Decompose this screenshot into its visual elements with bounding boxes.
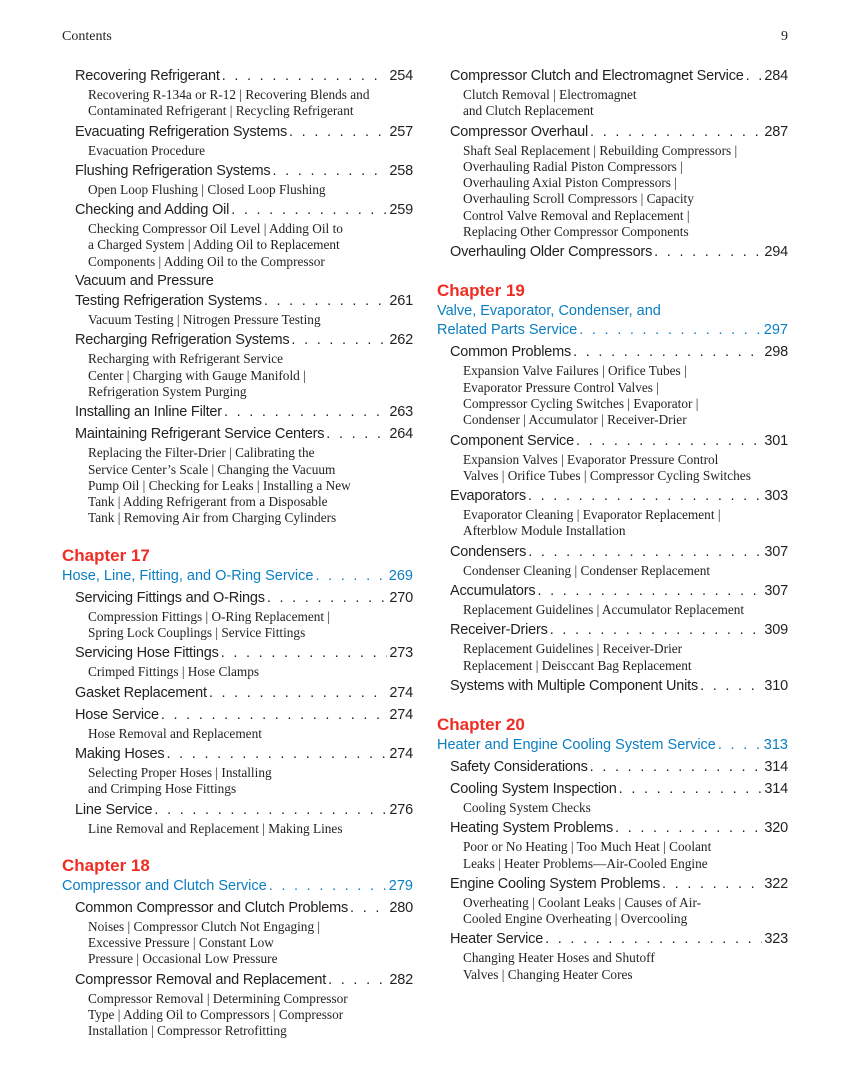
toc-page-number: 303 bbox=[764, 488, 788, 505]
leader-dots bbox=[619, 779, 763, 799]
toc-subtopics bbox=[437, 563, 788, 579]
toc-entry bbox=[437, 486, 788, 540]
toc-subtopic-line: Control Valve Removal and Replacement | bbox=[463, 207, 690, 223]
toc-entry-line bbox=[437, 581, 788, 601]
leader-dots bbox=[662, 874, 762, 894]
toc-subtopics bbox=[437, 950, 788, 983]
toc-entry-line bbox=[62, 800, 413, 820]
chapter-page-number: 269 bbox=[388, 567, 413, 584]
toc-page-number: 282 bbox=[389, 971, 413, 988]
toc-subtopics bbox=[437, 507, 788, 540]
leader-dots bbox=[166, 744, 387, 764]
toc-page-number: 323 bbox=[764, 931, 788, 948]
toc-subtopic-line: Noises | Compressor Clutch Not Engaging | bbox=[88, 918, 321, 934]
toc-entry-title: Recharging Refrigeration Systems bbox=[75, 332, 290, 349]
toc-page-number: 274 bbox=[389, 684, 413, 701]
toc-page-number: 258 bbox=[389, 162, 413, 179]
toc-entry bbox=[437, 757, 788, 777]
leader-dots bbox=[291, 330, 387, 350]
toc-subtopics bbox=[62, 143, 413, 159]
toc-entry-line bbox=[437, 929, 788, 949]
toc-entry-title: Heating System Problems bbox=[450, 820, 614, 837]
leader-dots bbox=[209, 683, 388, 703]
toc-entry-title: Line Service bbox=[75, 801, 153, 818]
toc-page-number: 287 bbox=[764, 123, 788, 140]
toc-page-number: 310 bbox=[764, 677, 788, 694]
toc-entry bbox=[437, 431, 788, 485]
leader-dots bbox=[576, 431, 762, 451]
toc-entry bbox=[437, 242, 788, 262]
toc-subtopic-line: Tank | Adding Refrigerant from a Disposable bbox=[88, 494, 328, 510]
toc-subtopic-line: Replacing Other Compressor Components bbox=[463, 224, 689, 240]
leader-dots bbox=[154, 800, 387, 820]
toc-entry-title: Hose Service bbox=[75, 706, 159, 723]
chapter-20-heading bbox=[437, 714, 788, 755]
toc-entry-title: Recovering Refrigerant bbox=[75, 68, 220, 84]
toc-page-number: 322 bbox=[764, 875, 788, 892]
leader-dots bbox=[289, 122, 387, 142]
toc-entry-title-line1: Vacuum and Pressure bbox=[75, 273, 214, 290]
chapter-label: Chapter 19 bbox=[437, 281, 525, 301]
toc-entry bbox=[62, 898, 413, 968]
toc-entry-line bbox=[62, 330, 413, 350]
toc-page-number: 301 bbox=[764, 432, 788, 449]
toc-subtopic-line: and Clutch Replacement bbox=[463, 103, 594, 119]
toc-subtopic-line: Poor or No Heating | Too Much Heat | Coolant bbox=[463, 839, 712, 855]
toc-page-number: 262 bbox=[389, 332, 413, 349]
leader-dots bbox=[326, 424, 387, 444]
toc-subtopic-line: Overhauling Scroll Compressors | Capacity bbox=[463, 191, 694, 207]
toc-entry bbox=[62, 705, 413, 742]
toc-entry-line bbox=[437, 122, 788, 142]
toc-subtopic-line: Cooled Engine Overheating | Overcooling bbox=[463, 911, 688, 927]
toc-page-number: 264 bbox=[389, 426, 413, 443]
leader-dots bbox=[269, 877, 387, 896]
toc-entry bbox=[62, 122, 413, 159]
toc-entry bbox=[62, 588, 413, 642]
toc-entry-title: Flushing Refrigeration Systems bbox=[75, 162, 271, 179]
toc-subtopic-line: Selecting Proper Hoses | Installing bbox=[88, 764, 272, 780]
toc-subtopic-line: Pump Oil | Checking for Leaks | Installing a New bbox=[88, 477, 351, 493]
toc-subtopic-line: Refrigeration System Purging bbox=[88, 383, 247, 399]
toc-page-number: 320 bbox=[764, 820, 788, 837]
toc-entry-title: Checking and Adding Oil bbox=[75, 202, 230, 219]
toc-subtopic-line: Line Removal and Replacement | Making Lines bbox=[88, 820, 343, 836]
leader-dots bbox=[615, 818, 762, 838]
toc-right-column bbox=[437, 66, 788, 985]
toc-subtopic-line: Vacuum Testing | Nitrogen Pressure Testing bbox=[88, 312, 321, 328]
toc-subtopic-line: Replacing the Filter-Drier | Calibrating the bbox=[88, 445, 315, 461]
running-header-title: Contents bbox=[62, 29, 112, 44]
toc-subtopics bbox=[437, 87, 788, 120]
toc-subtopic-line: Center | Charging with Gauge Manifold | bbox=[88, 367, 306, 383]
toc-entry-title: Compressor Overhaul bbox=[450, 123, 589, 140]
toc-subtopics bbox=[437, 602, 788, 618]
leader-dots bbox=[224, 402, 387, 422]
toc-entry-line bbox=[437, 342, 788, 362]
toc-entry-line bbox=[62, 643, 413, 663]
toc-subtopics bbox=[62, 351, 413, 400]
leader-dots bbox=[315, 567, 386, 586]
toc-entry bbox=[437, 929, 788, 983]
toc-entry-line bbox=[437, 620, 788, 640]
toc-page-number: 257 bbox=[389, 123, 413, 140]
toc-entry-line bbox=[62, 424, 413, 444]
toc-subtopic-line: Checking Compressor Oil Level | Adding Oil to bbox=[88, 221, 343, 237]
toc-entry bbox=[62, 330, 413, 400]
leader-dots bbox=[350, 898, 387, 918]
toc-entry bbox=[62, 402, 413, 422]
toc-subtopic-line: Spring Lock Couplings | Service Fittings bbox=[88, 625, 306, 641]
toc-entry bbox=[437, 581, 788, 618]
toc-subtopic-line: Pressure | Occasional Low Pressure bbox=[88, 951, 278, 967]
toc-entry bbox=[62, 643, 413, 680]
toc-entry-line bbox=[437, 542, 788, 562]
leader-dots bbox=[267, 588, 388, 608]
toc-subtopic-line: Valves | Changing Heater Cores bbox=[463, 966, 633, 982]
toc-entry bbox=[437, 779, 788, 816]
toc-entry-line bbox=[437, 431, 788, 451]
toc-page-number: 284 bbox=[764, 68, 788, 84]
toc-entry bbox=[62, 744, 413, 798]
leader-dots bbox=[264, 291, 388, 311]
leader-dots bbox=[272, 161, 387, 181]
toc-entry bbox=[437, 342, 788, 428]
toc-entry-line bbox=[437, 66, 788, 86]
toc-entry-line bbox=[62, 200, 413, 220]
toc-entry-line bbox=[437, 779, 788, 799]
toc-entry-line bbox=[62, 402, 413, 422]
toc-subtopic-line: Overheating | Coolant Leaks | Causes of Air- bbox=[463, 894, 702, 910]
toc-page-number: 259 bbox=[389, 202, 413, 219]
toc-entry-title: Overhauling Older Compressors bbox=[450, 244, 653, 261]
toc-entry-line bbox=[437, 242, 788, 262]
toc-entry-line bbox=[437, 486, 788, 506]
toc-subtopic-line: Replacement Guidelines | Accumulator Replacement bbox=[463, 602, 745, 618]
toc-subtopic-line: Afterblow Module Installation bbox=[463, 523, 626, 539]
toc-subtopic-line: Compressor Removal | Determining Compressor bbox=[88, 990, 348, 1006]
toc-entry-title: Servicing Hose Fittings bbox=[75, 645, 219, 662]
toc-page-number: 261 bbox=[389, 293, 413, 310]
leader-dots bbox=[161, 705, 388, 725]
toc-subtopic-line: Valves | Orifice Tubes | Compressor Cycling Switches bbox=[463, 467, 751, 483]
toc-entry-title: Component Service bbox=[450, 432, 574, 449]
toc-entry bbox=[437, 874, 788, 928]
toc-subtopic-line: Compressor Cycling Switches | Evaporator | bbox=[463, 395, 699, 411]
toc-entry-title: Common Compressor and Clutch Problems bbox=[75, 899, 349, 916]
chapter-title: Heater and Engine Cooling System Service bbox=[437, 736, 716, 753]
leader-dots bbox=[537, 581, 762, 601]
toc-page-number: 270 bbox=[389, 589, 413, 606]
leader-dots bbox=[700, 676, 762, 696]
toc-entry-line bbox=[62, 744, 413, 764]
toc-entry-line bbox=[437, 818, 788, 838]
toc-entry-title: Safety Considerations bbox=[450, 758, 588, 775]
toc-page-number: 307 bbox=[764, 583, 788, 600]
chapter-label: Chapter 17 bbox=[62, 545, 150, 565]
toc-page-number: 314 bbox=[764, 780, 788, 797]
leader-dots bbox=[328, 970, 387, 990]
toc-entry-title: Testing Refrigeration Systems bbox=[75, 293, 262, 310]
toc-subtopic-line: Type | Adding Oil to Compressors | Compressor bbox=[88, 1007, 344, 1023]
toc-subtopic-line: Recharging with Refrigerant Service bbox=[88, 351, 284, 367]
toc-entry-line bbox=[437, 757, 788, 777]
toc-subtopics bbox=[62, 821, 413, 837]
toc-subtopics bbox=[62, 182, 413, 198]
toc-entry bbox=[62, 424, 413, 526]
toc-subtopic-line: Excessive Pressure | Constant Low bbox=[88, 935, 274, 951]
leader-dots bbox=[528, 542, 762, 562]
chapter-title-line1: Valve, Evaporator, Condenser, and bbox=[437, 303, 661, 320]
toc-subtopic-line: Expansion Valve Failures | Orifice Tubes | bbox=[463, 363, 687, 379]
toc-page-number: 280 bbox=[389, 899, 413, 916]
toc-subtopic-line: Evaporator Cleaning | Evaporator Replacement | bbox=[463, 507, 721, 523]
toc-subtopic-line: Shaft Seal Replacement | Rebuilding Compressors | bbox=[463, 142, 738, 158]
toc-subtopics bbox=[437, 800, 788, 816]
toc-page-number: 263 bbox=[389, 404, 413, 421]
toc-entry-line bbox=[62, 161, 413, 181]
toc-subtopics bbox=[62, 312, 413, 328]
toc-entry-line bbox=[62, 705, 413, 725]
leader-dots bbox=[550, 620, 763, 640]
toc-entry-title: Compressor Clutch and Electromagnet Service bbox=[450, 68, 744, 84]
leader-dots bbox=[654, 242, 762, 262]
toc-entry-line bbox=[62, 970, 413, 990]
chapter-title: Compressor and Clutch Service bbox=[62, 877, 267, 894]
toc-entry-title: Compressor Removal and Replacement bbox=[75, 971, 327, 988]
toc-subtopic-line: Components | Adding Oil to the Compressor bbox=[88, 253, 325, 269]
toc-entry-line bbox=[62, 588, 413, 608]
toc-entry bbox=[437, 542, 788, 579]
toc-subtopic-line: Tank | Removing Air from Charging Cylinders bbox=[88, 510, 337, 526]
toc-page-number: 273 bbox=[389, 645, 413, 662]
toc-subtopic-line: Changing Heater Hoses and Shutoff bbox=[463, 950, 655, 966]
toc-subtopic-line: Condenser Cleaning | Condenser Replacement bbox=[463, 562, 711, 578]
toc-subtopics bbox=[62, 726, 413, 742]
toc-subtopic-line: and Crimping Hose Fittings bbox=[88, 781, 237, 797]
toc-subtopic-line: Overhauling Axial Piston Compressors | bbox=[463, 175, 677, 191]
toc-entry bbox=[62, 272, 413, 328]
toc-entry bbox=[62, 200, 413, 270]
toc-entry-title: Receiver-Driers bbox=[450, 622, 548, 639]
toc-entry-title: Cooling System Inspection bbox=[450, 780, 617, 797]
toc-page-number: 314 bbox=[764, 758, 788, 775]
toc-entry-title: Gasket Replacement bbox=[75, 684, 207, 701]
toc-subtopic-line: Installation | Compressor Retrofitting bbox=[88, 1023, 287, 1039]
chapter-page-number: 297 bbox=[763, 322, 788, 339]
toc-subtopic-line: Service Center’s Scale | Changing the Vacuum bbox=[88, 461, 336, 477]
toc-subtopic-line: Overhauling Radial Piston Compressors | bbox=[463, 158, 683, 174]
chapter-title: Hose, Line, Fitting, and O-Ring Service bbox=[62, 567, 314, 584]
chapter-17-heading bbox=[62, 545, 413, 586]
toc-left-column bbox=[62, 66, 413, 1042]
toc-entry-title: Common Problems bbox=[450, 344, 572, 361]
toc-entry-title: Engine Cooling System Problems bbox=[450, 875, 660, 892]
toc-entry bbox=[437, 620, 788, 674]
toc-subtopic-line: Evacuation Procedure bbox=[88, 142, 206, 158]
toc-entry bbox=[437, 66, 788, 120]
leader-dots bbox=[528, 486, 762, 506]
toc-entry-line bbox=[62, 122, 413, 142]
toc-subtopic-line: Contaminated Refrigerant | Recycling Refrigerant bbox=[88, 103, 354, 119]
toc-subtopic-line: Leaks | Heater Problems—Air-Cooled Engine bbox=[463, 855, 708, 871]
toc-page-number: 274 bbox=[389, 706, 413, 723]
toc-page-number: 307 bbox=[764, 543, 788, 560]
toc-entry-title: Servicing Fittings and O-Rings bbox=[75, 589, 265, 606]
toc-page-number: 254 bbox=[389, 68, 413, 84]
toc-subtopic-line: Condenser | Accumulator | Receiver-Drier bbox=[463, 412, 687, 428]
toc-subtopic-line: Crimped Fittings | Hose Clamps bbox=[88, 664, 260, 680]
toc-subtopics bbox=[62, 609, 413, 642]
toc-subtopics bbox=[62, 87, 413, 120]
toc-page-number: 274 bbox=[389, 745, 413, 762]
toc-subtopic-line: Recovering R-134a or R-12 | Recovering Blends and bbox=[88, 87, 370, 102]
toc-subtopics bbox=[62, 445, 413, 526]
toc-subtopic-line: Open Loop Flushing | Closed Loop Flushing bbox=[88, 181, 326, 197]
toc-subtopics bbox=[437, 363, 788, 428]
leader-dots bbox=[221, 643, 388, 663]
toc-page-number: 309 bbox=[764, 622, 788, 639]
toc-entry bbox=[437, 818, 788, 872]
leader-dots bbox=[590, 757, 763, 777]
toc-page-number: 298 bbox=[764, 344, 788, 361]
chapter-page-number: 313 bbox=[763, 736, 788, 753]
toc-entry bbox=[62, 66, 413, 120]
toc-entry-title: Making Hoses bbox=[75, 745, 165, 762]
leader-dots bbox=[573, 342, 762, 362]
leader-dots bbox=[590, 122, 762, 142]
toc-entry bbox=[62, 800, 413, 837]
chapter-19-heading bbox=[437, 280, 788, 340]
leader-dots bbox=[222, 66, 388, 86]
chapter-label: Chapter 18 bbox=[62, 855, 150, 875]
toc-subtopics bbox=[437, 452, 788, 485]
toc-subtopics bbox=[62, 221, 413, 270]
toc-subtopics bbox=[62, 765, 413, 798]
chapter-18-heading bbox=[62, 855, 413, 896]
toc-subtopics bbox=[437, 839, 788, 872]
toc-subtopic-line: Replacement | Deisccant Bag Replacement bbox=[463, 657, 692, 673]
toc-subtopic-line: Expansion Valves | Evaporator Pressure Control bbox=[463, 451, 719, 467]
toc-subtopic-line: Evaporator Pressure Control Valves | bbox=[463, 379, 659, 395]
toc-subtopics bbox=[62, 919, 413, 968]
toc-entry-title: Heater Service bbox=[450, 931, 544, 948]
toc-subtopic-line: Replacement Guidelines | Receiver-Drier bbox=[463, 641, 683, 657]
toc-subtopic-line: Compression Fittings | O-Ring Replacement | bbox=[88, 608, 331, 624]
toc-entry bbox=[62, 970, 413, 1040]
toc-entry-title: Maintaining Refrigerant Service Centers bbox=[75, 426, 325, 443]
leader-dots bbox=[718, 736, 762, 755]
toc-entry-title: Accumulators bbox=[450, 583, 536, 600]
toc-subtopics bbox=[437, 143, 788, 241]
toc-entry-line bbox=[437, 676, 788, 696]
toc-entry-line bbox=[62, 66, 413, 86]
page-number: 9 bbox=[781, 29, 788, 44]
leader-dots bbox=[746, 66, 763, 86]
toc-entry-title: Evacuating Refrigeration Systems bbox=[75, 123, 288, 140]
toc-entry bbox=[437, 676, 788, 696]
leader-dots bbox=[579, 321, 762, 340]
toc-entry bbox=[437, 122, 788, 241]
toc-subtopics bbox=[62, 991, 413, 1040]
toc-subtopic-line: Cooling System Checks bbox=[463, 799, 591, 815]
toc-subtopic-line: Clutch Removal | Electromagnet bbox=[463, 87, 637, 102]
toc-page-number: 276 bbox=[389, 801, 413, 818]
chapter-label: Chapter 20 bbox=[437, 714, 525, 734]
toc-entry-line bbox=[62, 898, 413, 918]
toc-entry-title: Condensers bbox=[450, 543, 527, 560]
toc-subtopics bbox=[437, 895, 788, 928]
toc-entry-title: Evaporators bbox=[450, 488, 526, 505]
chapter-title: Related Parts Service bbox=[437, 322, 578, 339]
toc-subtopic-line: a Charged System | Adding Oil to Replacement bbox=[88, 237, 340, 253]
toc-entry-title: Installing an Inline Filter bbox=[75, 404, 222, 421]
toc-subtopics bbox=[62, 664, 413, 680]
toc-entry bbox=[62, 683, 413, 703]
toc-subtopic-line: Hose Removal and Replacement bbox=[88, 725, 262, 741]
toc-entry bbox=[62, 161, 413, 198]
toc-entry-title: Systems with Multiple Component Units bbox=[450, 677, 699, 694]
toc-subtopics bbox=[437, 641, 788, 674]
toc-entry-line bbox=[62, 683, 413, 703]
leader-dots bbox=[545, 929, 762, 949]
chapter-page-number: 279 bbox=[388, 877, 413, 894]
leader-dots bbox=[231, 200, 387, 220]
toc-page-number: 294 bbox=[764, 244, 788, 261]
toc-entry-line bbox=[437, 874, 788, 894]
